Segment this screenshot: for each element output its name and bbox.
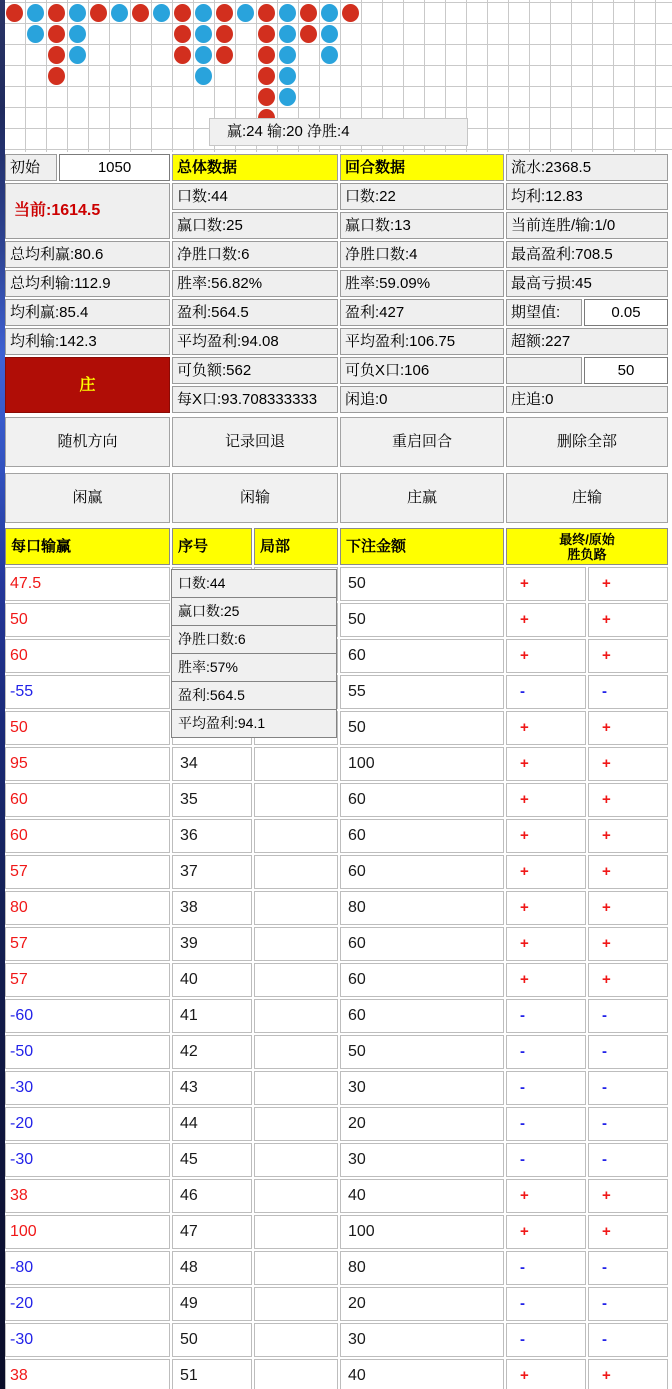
bead-blue bbox=[195, 25, 212, 43]
table-row bbox=[5, 1251, 668, 1285]
final-sign-cell: - bbox=[506, 1323, 586, 1357]
bead-blue bbox=[27, 4, 44, 22]
sequence-cell: 36 bbox=[172, 819, 252, 853]
original-sign-cell: + bbox=[588, 855, 668, 889]
bet-amount-cell: 50 bbox=[340, 1035, 504, 1069]
bead-blue bbox=[279, 4, 296, 22]
sequence-cell: 50 bbox=[172, 1323, 252, 1357]
bead-red bbox=[132, 4, 149, 22]
tooltip-stat-line: 净胜口数:6 bbox=[171, 625, 337, 654]
round-net-cell: 净胜口数:4 bbox=[340, 241, 504, 268]
original-sign-cell: + bbox=[588, 567, 668, 601]
limit-input[interactable]: 50 bbox=[584, 357, 668, 384]
bead-red bbox=[6, 4, 23, 22]
final-sign-cell: + bbox=[506, 567, 586, 601]
part-cell bbox=[254, 747, 338, 781]
tooltip-stat-line: 胜率:57% bbox=[171, 653, 337, 682]
summary-tooltip bbox=[209, 118, 468, 146]
random-direction-button[interactable]: 随机方向 bbox=[5, 417, 170, 467]
sequence-cell: 49 bbox=[172, 1287, 252, 1321]
bet-amount-cell: 30 bbox=[340, 1143, 504, 1177]
table-row bbox=[5, 747, 668, 781]
part-cell bbox=[254, 819, 338, 853]
bead-blue bbox=[69, 46, 86, 64]
bead-red bbox=[258, 4, 275, 22]
bet-amount-cell: 55 bbox=[340, 675, 504, 709]
table-row bbox=[5, 819, 668, 853]
sequence-cell: 47 bbox=[172, 1215, 252, 1249]
turnover-cell: 流水:2368.5 bbox=[506, 154, 668, 181]
expectation-label: 期望值: bbox=[506, 299, 582, 326]
bead-blue bbox=[69, 25, 86, 43]
round-hands-cell: 口数:22 bbox=[340, 183, 504, 210]
part-cell bbox=[254, 1215, 338, 1249]
tooltip-stat-line: 赢口数:25 bbox=[171, 597, 337, 626]
round-wins-cell: 赢口数:13 bbox=[340, 212, 504, 239]
final-sign-cell: + bbox=[506, 927, 586, 961]
table-row bbox=[5, 1071, 668, 1105]
bead-red bbox=[90, 4, 107, 22]
initial-balance-label: 初始 bbox=[5, 154, 57, 181]
sequence-cell: 48 bbox=[172, 1251, 252, 1285]
avg-loss-cell: 均利输:142.3 bbox=[5, 328, 170, 355]
part-cell bbox=[254, 855, 338, 889]
bead-blue bbox=[321, 25, 338, 43]
overall-hands-cell: 口数:44 bbox=[172, 183, 338, 210]
final-sign-cell: - bbox=[506, 1251, 586, 1285]
expectation-group bbox=[506, 299, 668, 326]
bead-red bbox=[342, 4, 359, 22]
bead-blue bbox=[237, 4, 254, 22]
excess-cell: 超额:227 bbox=[506, 328, 668, 355]
win-amount-cell: 57 bbox=[5, 963, 170, 997]
restart-round-button[interactable]: 重启回合 bbox=[340, 417, 504, 467]
overall-avg-profit-cell: 平均盈利:94.08 bbox=[172, 328, 338, 355]
table-row bbox=[5, 927, 668, 961]
win-amount-cell: 50 bbox=[5, 603, 170, 637]
part-cell bbox=[254, 1179, 338, 1213]
bet-amount-cell: 60 bbox=[340, 639, 504, 673]
bead-red bbox=[174, 4, 191, 22]
bead-red bbox=[174, 46, 191, 64]
original-sign-cell: - bbox=[588, 675, 668, 709]
win-amount-cell: -20 bbox=[5, 1107, 170, 1141]
record-undo-button[interactable]: 记录回退 bbox=[172, 417, 338, 467]
table-row bbox=[5, 1035, 668, 1069]
original-sign-cell: - bbox=[588, 1071, 668, 1105]
original-sign-cell: - bbox=[588, 1287, 668, 1321]
original-sign-cell: - bbox=[588, 1251, 668, 1285]
final-sign-cell: - bbox=[506, 1071, 586, 1105]
part-cell bbox=[254, 1323, 338, 1357]
avg-profit-cell: 均利:12.83 bbox=[506, 183, 668, 210]
win-amount-cell: 95 bbox=[5, 747, 170, 781]
win-amount-cell: 60 bbox=[5, 783, 170, 817]
sequence-cell: 51 bbox=[172, 1359, 252, 1389]
original-sign-cell: + bbox=[588, 783, 668, 817]
banker-chase-cell: 庄追:0 bbox=[506, 386, 668, 413]
round-winrate-cell: 胜率:59.09% bbox=[340, 270, 504, 297]
table-row bbox=[5, 783, 668, 817]
banker-win-button[interactable]: 庄赢 bbox=[340, 473, 504, 523]
part-cell bbox=[254, 1143, 338, 1177]
sequence-cell: 46 bbox=[172, 1179, 252, 1213]
expectation-input[interactable]: 0.05 bbox=[584, 299, 668, 326]
part-cell bbox=[254, 927, 338, 961]
bead-red bbox=[216, 46, 233, 64]
total-avg-loss-cell: 总均利输:112.9 bbox=[5, 270, 170, 297]
original-sign-cell: + bbox=[588, 1179, 668, 1213]
bet-amount-cell: 50 bbox=[340, 711, 504, 745]
win-amount-cell: 60 bbox=[5, 819, 170, 853]
bead-blue bbox=[153, 4, 170, 22]
stats-table bbox=[5, 154, 668, 413]
final-sign-cell: - bbox=[506, 1107, 586, 1141]
table-row bbox=[5, 1179, 668, 1213]
bead-blue bbox=[69, 4, 86, 22]
bet-amount-cell: 30 bbox=[340, 1323, 504, 1357]
part-cell bbox=[254, 963, 338, 997]
win-amount-cell: -55 bbox=[5, 675, 170, 709]
original-sign-cell: + bbox=[588, 603, 668, 637]
win-amount-cell: 38 bbox=[5, 1179, 170, 1213]
part-cell bbox=[254, 1107, 338, 1141]
original-sign-cell: - bbox=[588, 1035, 668, 1069]
original-sign-cell: - bbox=[588, 999, 668, 1033]
win-amount-cell: -50 bbox=[5, 1035, 170, 1069]
bead-red bbox=[258, 88, 275, 106]
bet-table-header bbox=[5, 528, 668, 565]
bead-blue bbox=[111, 4, 128, 22]
bet-amount-cell: 60 bbox=[340, 963, 504, 997]
final-sign-cell: + bbox=[506, 783, 586, 817]
bead-red bbox=[300, 25, 317, 43]
sequence-cell: 38 bbox=[172, 891, 252, 925]
win-amount-cell: -30 bbox=[5, 1323, 170, 1357]
bet-amount-cell: 50 bbox=[340, 567, 504, 601]
sequence-cell: 44 bbox=[172, 1107, 252, 1141]
bead-blue bbox=[279, 88, 296, 106]
round-avg-profit-cell: 平均盈利:106.75 bbox=[340, 328, 504, 355]
bead-red bbox=[216, 25, 233, 43]
bearable-amount-cell: 可负额:562 bbox=[172, 357, 338, 384]
table-row bbox=[5, 1215, 668, 1249]
tooltip-stat-line: 盈利:564.5 bbox=[171, 681, 337, 710]
win-amount-cell: 47.5 bbox=[5, 567, 170, 601]
desktop-edge-strip bbox=[0, 0, 5, 1389]
bet-amount-cell: 100 bbox=[340, 747, 504, 781]
bead-red bbox=[174, 25, 191, 43]
bead-red bbox=[48, 25, 65, 43]
overall-data-header: 总体数据 bbox=[172, 154, 338, 181]
bet-amount-cell: 60 bbox=[340, 819, 504, 853]
win-amount-cell: -30 bbox=[5, 1143, 170, 1177]
final-sign-cell: - bbox=[506, 1287, 586, 1321]
current-streak-cell: 当前连胜/输:1/0 bbox=[506, 212, 668, 239]
original-sign-cell: + bbox=[588, 747, 668, 781]
original-sign-cell: - bbox=[588, 1107, 668, 1141]
bearable-hands-cell: 可负X口:106 bbox=[340, 357, 504, 384]
limit-group bbox=[506, 357, 668, 384]
avg-win-cell: 均利赢:85.4 bbox=[5, 299, 170, 326]
bead-red bbox=[48, 4, 65, 22]
original-sign-cell: + bbox=[588, 1359, 668, 1389]
player-win-button[interactable]: 闲赢 bbox=[5, 473, 170, 523]
final-sign-cell: - bbox=[506, 1035, 586, 1069]
bead-blue bbox=[279, 46, 296, 64]
summary-tooltip-text: 赢:24 输:20 净胜:4 bbox=[227, 123, 350, 140]
limit-label-empty bbox=[506, 357, 582, 384]
overall-wins-cell: 赢口数:25 bbox=[172, 212, 338, 239]
bead-red bbox=[300, 4, 317, 22]
original-sign-cell: + bbox=[588, 711, 668, 745]
bead-blue bbox=[279, 25, 296, 43]
part-cell bbox=[254, 1251, 338, 1285]
original-sign-cell: + bbox=[588, 639, 668, 673]
tooltip-stat-line: 平均盈利:94.1 bbox=[171, 709, 337, 738]
header-bet-amount: 下注金额 bbox=[340, 528, 504, 565]
bet-amount-cell: 50 bbox=[340, 603, 504, 637]
table-row bbox=[5, 855, 668, 889]
win-amount-cell: -20 bbox=[5, 1287, 170, 1321]
table-row bbox=[5, 963, 668, 997]
header-final-original-line1: 最终/原始 bbox=[559, 532, 615, 547]
bet-amount-cell: 80 bbox=[340, 1251, 504, 1285]
win-amount-cell: 57 bbox=[5, 855, 170, 889]
final-sign-cell: + bbox=[506, 819, 586, 853]
banker-lose-button[interactable]: 庄输 bbox=[506, 473, 668, 523]
bet-amount-cell: 60 bbox=[340, 855, 504, 889]
max-loss-cell: 最高亏损:45 bbox=[506, 270, 668, 297]
bead-blue bbox=[27, 25, 44, 43]
overall-net-cell: 净胜口数:6 bbox=[172, 241, 338, 268]
sequence-cell: 34 bbox=[172, 747, 252, 781]
stats-tooltip bbox=[171, 569, 337, 738]
bet-amount-cell: 20 bbox=[340, 1107, 504, 1141]
table-row bbox=[5, 1323, 668, 1357]
table-row bbox=[5, 1107, 668, 1141]
sequence-cell: 39 bbox=[172, 927, 252, 961]
bead-blue bbox=[321, 4, 338, 22]
per-x-hand-cell: 每X口:93.708333333 bbox=[172, 386, 338, 413]
player-chase-cell: 闲追:0 bbox=[340, 386, 504, 413]
tooltip-stat-line: 口数:44 bbox=[171, 569, 337, 598]
round-profit-cell: 盈利:427 bbox=[340, 299, 504, 326]
win-amount-cell: 57 bbox=[5, 927, 170, 961]
original-sign-cell: - bbox=[588, 1143, 668, 1177]
win-amount-cell: 80 bbox=[5, 891, 170, 925]
sequence-cell: 37 bbox=[172, 855, 252, 889]
final-sign-cell: + bbox=[506, 639, 586, 673]
final-sign-cell: + bbox=[506, 963, 586, 997]
final-sign-cell: + bbox=[506, 603, 586, 637]
bead-blue bbox=[195, 67, 212, 85]
initial-balance-group bbox=[5, 154, 170, 181]
header-sequence: 序号 bbox=[172, 528, 252, 565]
final-sign-cell: - bbox=[506, 999, 586, 1033]
bead-red bbox=[48, 46, 65, 64]
win-amount-cell: -80 bbox=[5, 1251, 170, 1285]
final-sign-cell: + bbox=[506, 1179, 586, 1213]
original-sign-cell: - bbox=[588, 1323, 668, 1357]
header-final-original bbox=[506, 528, 668, 565]
win-amount-cell: 38 bbox=[5, 1359, 170, 1389]
round-data-header: 回合数据 bbox=[340, 154, 504, 181]
final-sign-cell: + bbox=[506, 891, 586, 925]
bead-red bbox=[48, 67, 65, 85]
part-cell bbox=[254, 891, 338, 925]
final-sign-cell: + bbox=[506, 747, 586, 781]
bet-amount-cell: 40 bbox=[340, 1359, 504, 1389]
final-sign-cell: + bbox=[506, 1215, 586, 1249]
sequence-cell: 43 bbox=[172, 1071, 252, 1105]
bet-amount-cell: 100 bbox=[340, 1215, 504, 1249]
win-amount-cell: 60 bbox=[5, 639, 170, 673]
win-amount-cell: 100 bbox=[5, 1215, 170, 1249]
bet-amount-cell: 60 bbox=[340, 783, 504, 817]
bead-blue bbox=[321, 46, 338, 64]
bet-amount-cell: 60 bbox=[340, 999, 504, 1033]
sequence-cell: 35 bbox=[172, 783, 252, 817]
total-avg-win-cell: 总均利赢:80.6 bbox=[5, 241, 170, 268]
overall-profit-cell: 盈利:564.5 bbox=[172, 299, 338, 326]
win-amount-cell: 50 bbox=[5, 711, 170, 745]
table-row bbox=[5, 1143, 668, 1177]
max-profit-cell: 最高盈利:708.5 bbox=[506, 241, 668, 268]
part-cell bbox=[254, 1287, 338, 1321]
win-amount-cell: -30 bbox=[5, 1071, 170, 1105]
bead-blue bbox=[195, 46, 212, 64]
current-balance: 当前:1614.5 bbox=[5, 183, 170, 239]
original-sign-cell: + bbox=[588, 927, 668, 961]
original-sign-cell: + bbox=[588, 963, 668, 997]
bet-amount-cell: 80 bbox=[340, 891, 504, 925]
bet-amount-cell: 30 bbox=[340, 1071, 504, 1105]
sequence-cell: 45 bbox=[172, 1143, 252, 1177]
delete-all-button[interactable]: 删除全部 bbox=[506, 417, 668, 467]
part-cell bbox=[254, 783, 338, 817]
final-sign-cell: + bbox=[506, 711, 586, 745]
bead-blue bbox=[279, 67, 296, 85]
final-sign-cell: - bbox=[506, 1143, 586, 1177]
part-cell bbox=[254, 999, 338, 1033]
bead-red bbox=[258, 67, 275, 85]
table-row bbox=[5, 1359, 668, 1389]
final-sign-cell: - bbox=[506, 675, 586, 709]
overall-winrate-cell: 胜率:56.82% bbox=[172, 270, 338, 297]
part-cell bbox=[254, 1071, 338, 1105]
sequence-cell: 42 bbox=[172, 1035, 252, 1069]
bet-amount-cell: 60 bbox=[340, 927, 504, 961]
table-row bbox=[5, 891, 668, 925]
part-cell bbox=[254, 1035, 338, 1069]
original-sign-cell: + bbox=[588, 891, 668, 925]
player-lose-button[interactable]: 闲输 bbox=[172, 473, 338, 523]
bead-blue bbox=[195, 4, 212, 22]
win-amount-cell: -60 bbox=[5, 999, 170, 1033]
bet-amount-cell: 40 bbox=[340, 1179, 504, 1213]
bead-red bbox=[258, 25, 275, 43]
part-cell bbox=[254, 1359, 338, 1389]
header-part: 局部 bbox=[254, 528, 338, 565]
table-row bbox=[5, 999, 668, 1033]
bead-red bbox=[216, 4, 233, 22]
bead-red bbox=[258, 46, 275, 64]
table-row bbox=[5, 1287, 668, 1321]
header-final-original-line2: 胜负路 bbox=[567, 547, 607, 562]
original-sign-cell: + bbox=[588, 819, 668, 853]
initial-balance-input[interactable]: 1050 bbox=[59, 154, 170, 181]
bet-amount-cell: 20 bbox=[340, 1287, 504, 1321]
banker-side-indicator: 庄 bbox=[5, 357, 170, 413]
final-sign-cell: + bbox=[506, 855, 586, 889]
header-win-per-hand: 每口输赢 bbox=[5, 528, 170, 565]
original-sign-cell: + bbox=[588, 1215, 668, 1249]
final-sign-cell: + bbox=[506, 1359, 586, 1389]
sequence-cell: 40 bbox=[172, 963, 252, 997]
sequence-cell: 41 bbox=[172, 999, 252, 1033]
